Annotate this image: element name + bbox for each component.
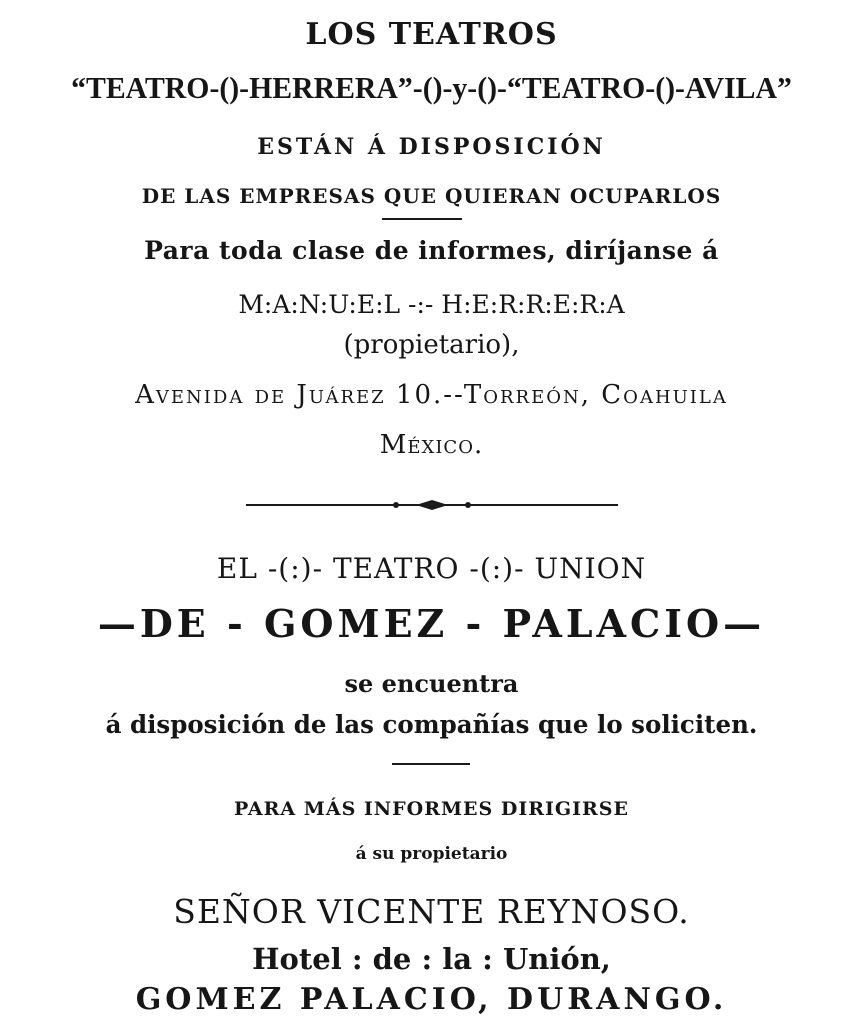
ad1-address: Avenida de Juárez 10.--Torreón, Coahuila	[135, 380, 728, 410]
ad1-country: México.	[379, 430, 484, 460]
ad2-found-line: se encuentra	[344, 669, 519, 698]
ad2-available-line: á disposición de las compañías que lo soliciten.	[105, 710, 758, 739]
ad2-heading: EL -(:)- TEATRO -(:)- UNION	[216, 552, 647, 585]
ad2-city: GOMEZ PALACIO, DURANGO.	[135, 982, 728, 1017]
ad2-owner-line: á su propietario	[355, 844, 508, 864]
ad1-available-line: ESTÁN Á DISPOSICIÓN	[257, 134, 606, 160]
ad2-hotel: Hotel : de : la : Unión,	[252, 942, 611, 976]
ad1-owner-name: M:A:N:U:E:L -:- H:E:R:R:E:R:A	[238, 290, 625, 319]
ad2-more-info-line: PARA MÁS INFORMES DIRIGIRSE	[234, 798, 629, 820]
ad1-companies-line: DE LAS EMPRESAS QUE QUIERAN OCUPARLOS	[141, 184, 722, 208]
ad1-short-rule	[382, 218, 462, 220]
ornamental-divider	[246, 498, 618, 512]
ad1-venues: “TEATRO-()-HERRERA”-()-y-()-“TEATRO-()-AVILA”	[71, 70, 792, 105]
ad1-info-line: Para toda clase de informes, diríjanse á	[144, 236, 719, 265]
ad2-owner-name: SEÑOR VICENTE REYNOSO.	[173, 892, 690, 931]
ad2-short-rule	[392, 763, 470, 765]
ad2-location: —DE - GOMEZ - PALACIO—	[97, 601, 766, 646]
ad1-owner-role: (propietario),	[343, 330, 520, 360]
ad1-heading: LOS TEATROS	[305, 17, 558, 52]
